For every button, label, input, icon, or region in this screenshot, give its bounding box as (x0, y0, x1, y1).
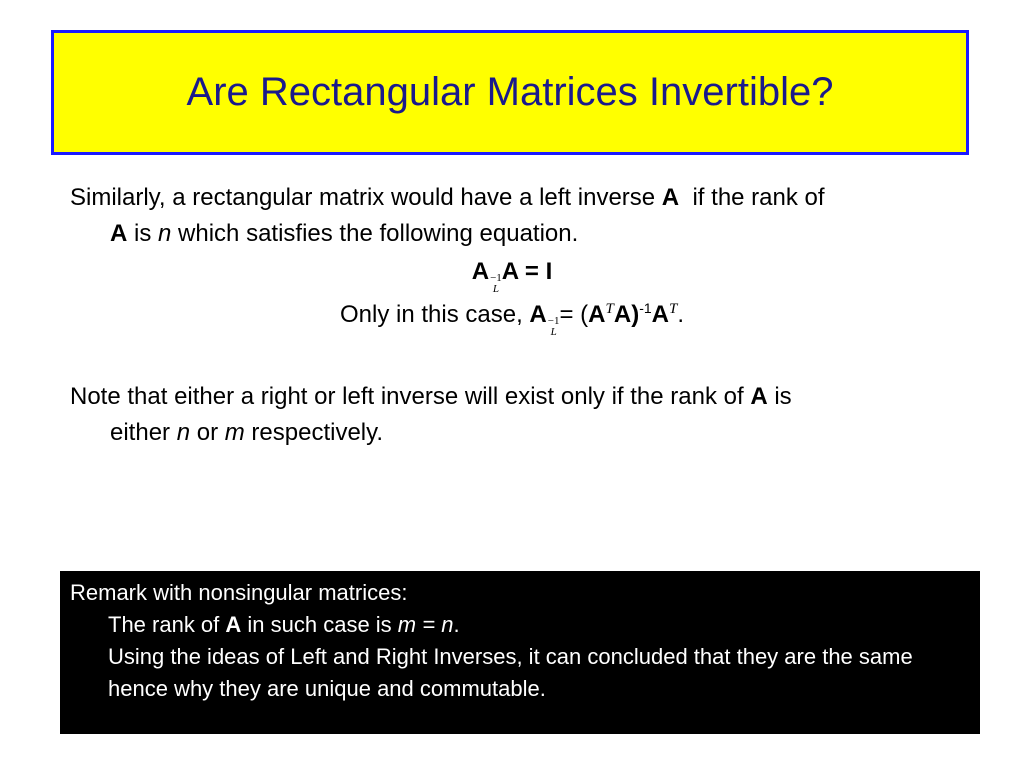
eq1-sub: L (492, 283, 499, 295)
eq2-a: A (529, 301, 547, 328)
p2-ital-n: n (176, 419, 191, 446)
eq2-a3: A (651, 301, 669, 328)
eq2-end: . (677, 301, 684, 328)
p2-text-is: is (767, 383, 792, 410)
p1-line1 (70, 184, 825, 211)
slide-title: Are Rectangular Matrices Invertible? (186, 70, 834, 114)
p2-line2 (70, 415, 970, 451)
eq2-sub: L (550, 326, 557, 338)
remark-item1-end: . (453, 612, 460, 637)
p1-text: Similarly, a rectangular matrix would have a left inverse (70, 184, 662, 211)
p2-text-or: or (190, 419, 225, 446)
eq1-supsub (490, 273, 502, 295)
eq2-inv: -1 (639, 300, 652, 316)
eq2-supsub (548, 316, 560, 338)
equation-left-inverse (0, 258, 1024, 295)
remark-heading: Remark with nonsingular matrices: (70, 580, 408, 605)
p1-bold-a2: A (110, 220, 128, 247)
p1-text-rank: if the rank of (679, 184, 825, 211)
remark-box (60, 571, 980, 734)
eq2-pre: Only in this case, (340, 301, 530, 328)
p1-ital-n: n (158, 220, 172, 247)
eq2-sup: −1 (547, 315, 560, 327)
title-box (51, 30, 969, 155)
p2-text: Note that either a right or left inverse will exist only if the rank of (70, 383, 751, 410)
remark-item1-mid: in such case is (241, 612, 398, 637)
eq2-t2: T (668, 301, 678, 317)
eq2-a2: A) (613, 301, 640, 328)
equation-only-case (0, 301, 1024, 338)
paragraph-left-inverse (70, 180, 970, 252)
p1-text-is: is (127, 220, 159, 247)
remark-item1-pre: The rank of (108, 612, 226, 637)
p2-ital-m: m (224, 419, 245, 446)
p2-bold-a: A (750, 383, 768, 410)
p1-line2 (70, 216, 970, 252)
remark-item1-ital: m = n (397, 612, 454, 637)
p1-text-satisfies: which satisfies the following equation. (171, 220, 579, 247)
eq1-sup: −1 (490, 272, 502, 284)
eq2-t1: T (605, 301, 614, 317)
paragraph-note (70, 379, 970, 451)
remark-item-rank (70, 609, 970, 641)
p2-text-respectively: respectively. (244, 419, 384, 446)
eq2-eq: = ( (559, 301, 589, 328)
p2-text-either: either (110, 419, 177, 446)
remark-item-inverses: Using the ideas of Left and Right Inverses, it can concluded that they are the same hence why they are unique and commutable. (108, 644, 913, 701)
eq1-rest: A = I (501, 258, 553, 285)
p2-line1 (70, 383, 792, 410)
remark-item1-bold: A (225, 612, 242, 637)
p1-bold-a: A (661, 184, 680, 211)
eq1-a: A (471, 258, 490, 285)
eq2-a1: A (588, 301, 606, 328)
